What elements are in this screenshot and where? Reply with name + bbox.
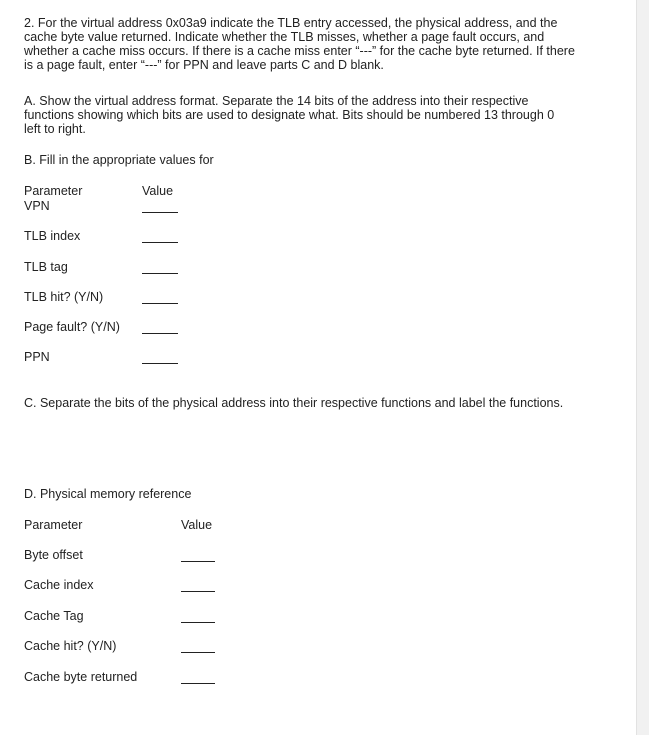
cache-byte-returned-value-blank[interactable] <box>181 683 215 684</box>
tlb-hit-label: TLB hit? (Y/N) <box>24 290 104 304</box>
vertical-scrollbar[interactable] <box>636 0 649 735</box>
page-fault-value-blank[interactable] <box>142 333 178 334</box>
vpn-value-blank[interactable] <box>142 212 178 213</box>
ppn-label: PPN <box>24 350 50 364</box>
ppn-value-blank[interactable] <box>142 363 178 364</box>
vpn-label: VPN <box>24 199 50 213</box>
part-d-parameter-header: Parameter <box>24 518 83 532</box>
cache-byte-returned-label: Cache byte returned <box>24 670 138 684</box>
part-a-text: A. Show the virtual address format. Separate the 14 bits of the address into their respective functions showing which bits are used to designate what. Bits should be numbered 13 through 0 left to right. <box>24 94 555 136</box>
cache-index-label: Cache index <box>24 578 94 592</box>
byte-offset-label: Byte offset <box>24 548 83 562</box>
part-b-parameter-header: Parameter <box>24 184 83 198</box>
part-d-heading: D. Physical memory reference <box>24 487 192 501</box>
tlb-tag-label: TLB tag <box>24 260 68 274</box>
cache-tag-label: Cache Tag <box>24 609 84 623</box>
tlb-tag-value-blank[interactable] <box>142 273 178 274</box>
tlb-index-label: TLB index <box>24 229 81 243</box>
page-fault-label: Page fault? (Y/N) <box>24 320 120 334</box>
tlb-hit-value-blank[interactable] <box>142 303 178 304</box>
byte-offset-value-blank[interactable] <box>181 561 215 562</box>
cache-index-value-blank[interactable] <box>181 591 215 592</box>
part-d-value-header: Value <box>181 518 213 532</box>
part-b-heading: B. Fill in the appropriate values for <box>24 153 214 167</box>
cache-tag-value-blank[interactable] <box>181 622 215 623</box>
part-b-value-header: Value <box>142 184 174 198</box>
cache-hit-value-blank[interactable] <box>181 652 215 653</box>
question-intro: 2. For the virtual address 0x03a9 indicate the TLB entry accessed, the physical address, and the cache byte value returned. Indicate whether the TLB misses, whether a page fault occurs, and whether a cache miss occurs. If there is a cache miss enter “---” for the cache byte returned. If there is a page fault, enter “---” for PPN and leave parts C and D blank. <box>24 16 575 72</box>
part-c-text: C. Separate the bits of the physical address into their respective functions and label the functions. <box>24 396 564 410</box>
cache-hit-label: Cache hit? (Y/N) <box>24 639 117 653</box>
tlb-index-value-blank[interactable] <box>142 242 178 243</box>
